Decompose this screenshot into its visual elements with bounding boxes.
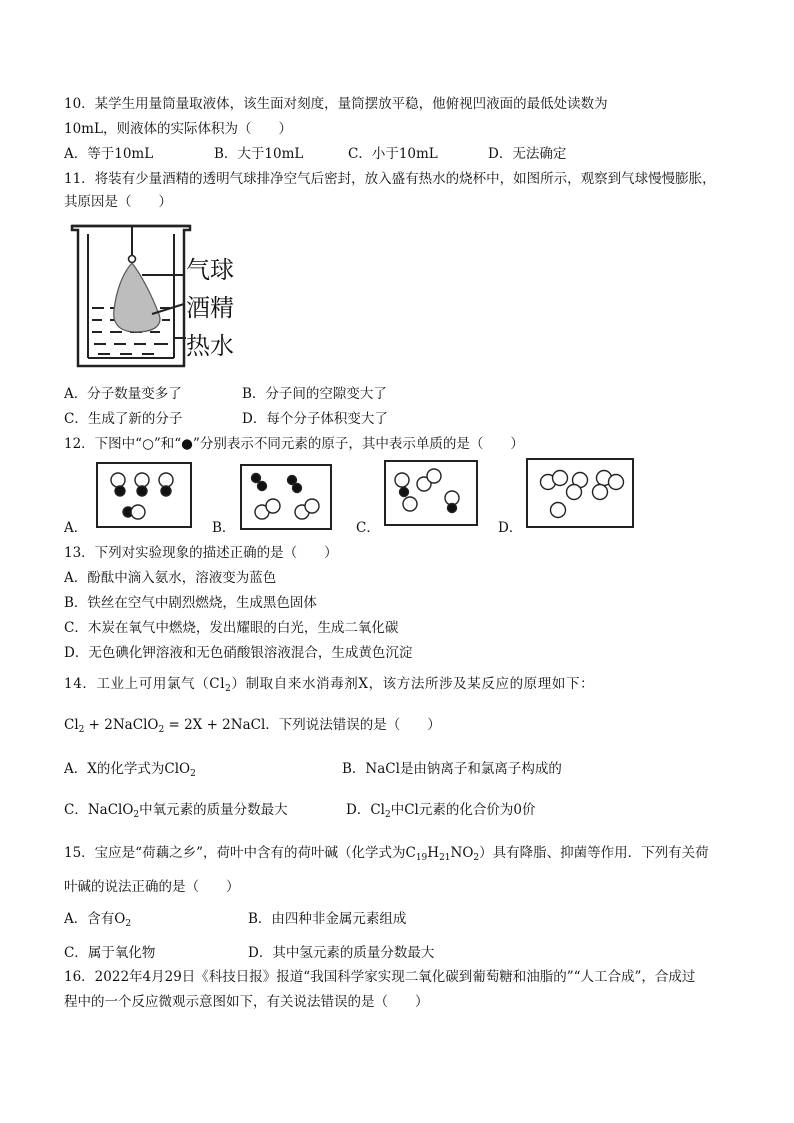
q11-stem-line2: 其原因是（ ） <box>64 194 172 210</box>
q12-option-d-box[interactable] <box>526 458 634 528</box>
reaction-equation: $Cl_2$ + 2NaClO$_2$ = 2X + 2NaCl <box>64 717 266 735</box>
q11-option-c[interactable]: C．生成了新的分子 <box>64 411 183 427</box>
q12-option-d-label[interactable]: D． <box>498 520 523 536</box>
q14-equation: $Cl_2$ + 2NaClO$_2$ = 2X + 2NaCl．下列说法错误的是（ ） <box>64 717 441 735</box>
q11-beaker-figure <box>64 220 254 370</box>
q12-option-c-box[interactable] <box>384 460 478 526</box>
formula-o2: $O_2$ <box>114 911 132 929</box>
q16-stem-line2: 程中的一个反应微观示意图如下，有关说法错误的是（ ） <box>64 994 429 1010</box>
formula-naclo2: NaClO$_2$ <box>87 802 140 820</box>
q12-option-a-label[interactable]: A． <box>64 520 88 536</box>
q10-stem-line1: 10．某学生用量筒量取液体，该生面对刻度，量筒摆放平稳，他俯视凹液面的最低处读数为 <box>64 96 608 112</box>
q14-option-d[interactable]: D．$Cl_2$中Cl元素的化合价为0价 <box>346 802 536 820</box>
q13-stem: 13．下列对实验现象的描述正确的是（ ） <box>64 545 338 561</box>
q15-option-a[interactable]: A．含有$O_2$ <box>64 911 132 929</box>
q12-option-a-box[interactable] <box>96 462 192 528</box>
q14-stem: 14．工业上可用氯气$(Cl_2)$制取自来水消毒剂X，该方法所涉及某反应的原理如下： <box>64 676 595 694</box>
molecule-diagram-a <box>98 464 190 526</box>
q15-stem-line2: 叶碱的说法正确的是（ ） <box>64 879 240 895</box>
q12-option-b-box[interactable] <box>240 464 332 530</box>
q15-option-d[interactable]: D．其中氢元素的质量分数最大 <box>248 945 435 961</box>
q10-stem-line2: 10mL，则液体的实际体积为（ ） <box>64 121 292 137</box>
formula-cl2-d: $Cl_2$ <box>370 802 391 820</box>
q13-option-b[interactable]: B．铁丝在空气中剧烈燃烧，生成黑色固体 <box>64 595 317 611</box>
formula-nacl: NaCl <box>365 761 400 777</box>
q10-option-d[interactable]: D．无法确定 <box>488 146 567 162</box>
label-alcohol: 酒精 <box>186 294 234 322</box>
q12-stem: 12．下图中“○”和“●”分别表示不同元素的原子，其中表示单质的是（ ） <box>64 436 524 452</box>
formula-cl2: $Cl_2$ <box>209 676 232 694</box>
q15-option-c[interactable]: C．属于氧化物 <box>64 945 156 961</box>
q14-option-c[interactable]: C．NaClO$_2$中氧元素的质量分数最大 <box>64 802 288 820</box>
q10-option-a[interactable]: A．等于10mL <box>64 146 154 162</box>
q13-option-a[interactable]: A．酚酞中滴入氨水，溶液变为蓝色 <box>64 570 277 586</box>
q12-option-c-label[interactable]: C． <box>356 520 380 536</box>
molecule-diagram-b <box>242 466 330 528</box>
molecule-diagram-c <box>386 462 476 524</box>
q11-option-a[interactable]: A．分子数量变多了 <box>64 386 182 402</box>
q14-option-a[interactable]: A．X的化学式为ClO$_2$ <box>64 761 196 779</box>
q10-option-c[interactable]: C．小于10mL <box>348 146 438 162</box>
q11-option-d[interactable]: D．每个分子体积变大了 <box>242 411 388 427</box>
q14-option-b[interactable]: B．NaCl是由钠离子和氯离子构成的 <box>342 761 562 777</box>
label-balloon: 气球 <box>186 256 234 284</box>
label-hot-water: 热水 <box>186 332 234 360</box>
q10-option-b[interactable]: B．大于10mL <box>214 146 304 162</box>
q15-stem-line1: 15．宝应是“荷藕之乡”，荷叶中含有的荷叶碱（化学式为$C_{19}H_{21}NO_2$）具有降脂、抑菌等作用．下列有关荷 <box>64 845 709 863</box>
q15-option-b[interactable]: B．由四种非金属元素组成 <box>248 911 407 927</box>
formula-nuciferine: $C_{19}H_{21}NO_2$ <box>405 845 480 863</box>
q11-option-b[interactable]: B．分子间的空隙变大了 <box>242 386 387 402</box>
q12-option-b-label[interactable]: B． <box>212 520 236 536</box>
q16-stem-line1: 16．2022年4月29日《科技日报》报道“我国科学家实现二氧化碳到葡萄糖和油脂的”“人工合成”，合成过 <box>64 969 696 985</box>
q11-stem-line1: 11．将装有少量酒精的透明气球排净空气后密封，放入盛有热水的烧杯中，如图所示，观察到气球慢慢膨胀， <box>64 171 716 187</box>
molecule-diagram-d <box>528 460 632 526</box>
q13-option-c[interactable]: C．木炭在氧气中燃烧，发出耀眼的白光，生成二氧化碳 <box>64 620 399 636</box>
q13-option-d[interactable]: D．无色碘化钾溶液和无色硝酸银溶液混合，生成黄色沉淀 <box>64 645 413 661</box>
formula-clo2: ClO$_2$ <box>164 761 196 779</box>
